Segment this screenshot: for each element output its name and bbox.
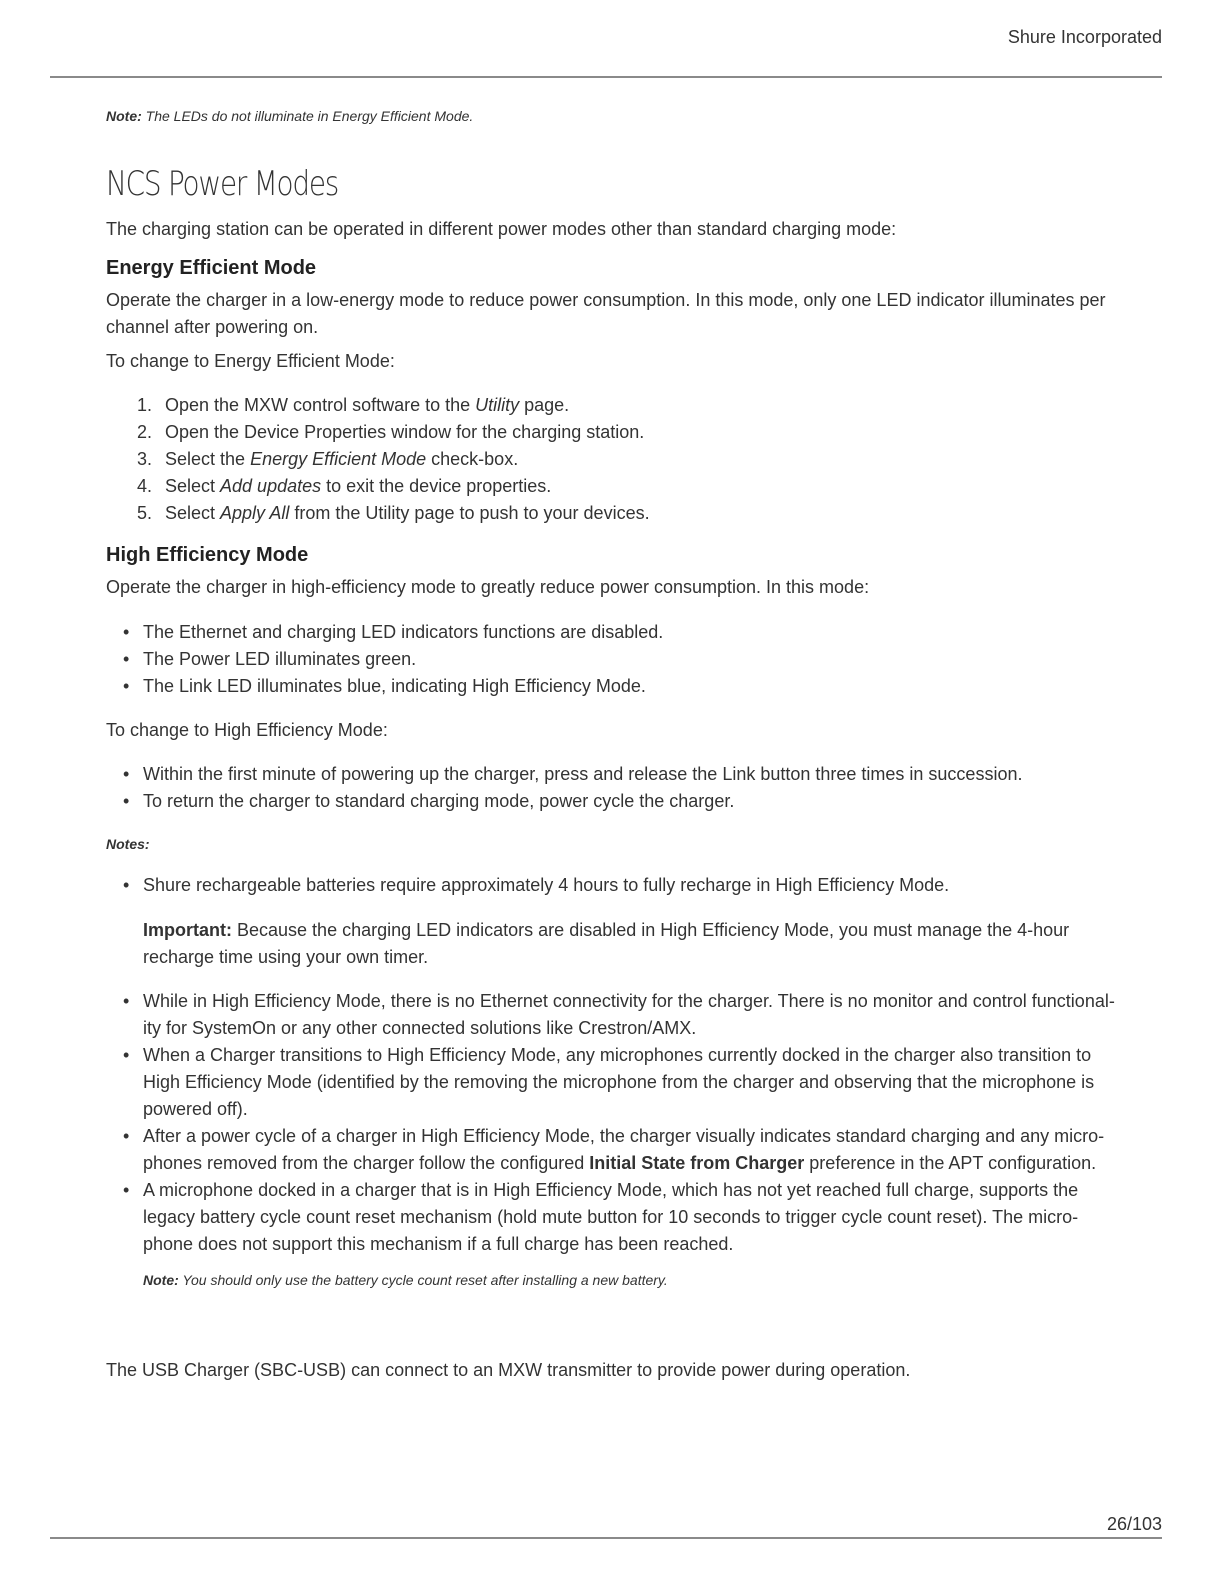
- list-item: [106, 646, 1106, 673]
- list-item-text: The Link LED illuminates blue, indicating High Efficiency Mode.: [143, 676, 646, 696]
- step-text-post: page.: [519, 395, 570, 415]
- important-line1: [143, 917, 1143, 944]
- high-change-list: [106, 761, 1106, 815]
- list-item-line: legacy battery cycle count reset mechanism (hold mute button for 10 seconds to trigger cycle count reset). The micro-: [143, 1207, 1079, 1227]
- energy-heading: Energy Efficient Mode: [106, 257, 317, 279]
- important-label: Important:: [143, 920, 232, 940]
- bullet: •: [123, 1126, 130, 1146]
- list-item-text: phones removed from the charger follow the configured: [143, 1153, 590, 1173]
- step-item: [106, 473, 1106, 500]
- intro-paragraph: The charging station can be operated in different power modes other than standard charging mode:: [106, 219, 897, 239]
- list-item-text: preference in the APT configuration.: [804, 1153, 1097, 1173]
- high-description: Operate the charger in high-efficiency mode to greatly reduce power consumption. In this mode:: [106, 577, 870, 597]
- bullet: •: [123, 791, 130, 811]
- list-item: [106, 1042, 1116, 1123]
- step-item: [106, 419, 1106, 446]
- list-item-text: To return the charger to standard charging mode, power cycle the charger.: [143, 791, 735, 811]
- step-text: Select: [165, 476, 221, 496]
- list-item: [106, 1123, 1116, 1177]
- list-item: [106, 788, 1106, 815]
- list-item-line: phone does not support this mechanism if a full charge has been reached.: [143, 1234, 734, 1254]
- bullet: •: [123, 676, 130, 696]
- bullet: •: [123, 764, 130, 784]
- notes-list-1: [106, 872, 1116, 899]
- notes-list-2: [106, 988, 1116, 1258]
- list-item-line: When a Charger transitions to High Efficiency Mode, any microphones currently docked in the charger also transition to: [143, 1045, 1092, 1065]
- notes-label: Notes:: [106, 836, 150, 852]
- sub-note-label: Note:: [143, 1272, 179, 1288]
- step-item: [106, 392, 1106, 419]
- section-title: NCS Power Modes: [106, 164, 339, 204]
- header-company-name: Shure Incorporated: [1007, 27, 1162, 47]
- list-item-line: [143, 1150, 1116, 1177]
- bullet: •: [123, 875, 130, 895]
- step-number: 2.: [137, 422, 153, 442]
- top-note-text: The LEDs do not illuminate in Energy Efficient Mode.: [141, 108, 474, 124]
- list-item-text: Within the first minute of powering up the charger, press and release the Link button three times in succession.: [143, 764, 1023, 784]
- step-text-post: from the Utility page to push to your devices.: [289, 503, 650, 523]
- step-number: 1.: [137, 395, 153, 415]
- setting-name: Initial State from Charger: [589, 1153, 805, 1173]
- step-number: 3.: [137, 449, 153, 469]
- step-item: [106, 446, 1106, 473]
- high-features-list: [106, 619, 1106, 700]
- step-number: 4.: [137, 476, 153, 496]
- bullet: •: [123, 1180, 130, 1200]
- list-item: [106, 673, 1106, 700]
- list-item-line: After a power cycle of a charger in High Efficiency Mode, the charger visually indicates standard charging and any micro-: [143, 1126, 1105, 1146]
- sub-note: [143, 1272, 668, 1288]
- step-text: Open the Device Properties window for the charging station.: [165, 422, 645, 442]
- high-change-label: To change to High Efficiency Mode:: [106, 720, 388, 740]
- list-item-text: The Ethernet and charging LED indicators functions are disabled.: [143, 622, 664, 642]
- energy-change-label: To change to Energy Efficient Mode:: [106, 351, 395, 371]
- top-note: [106, 108, 473, 124]
- top-note-label: Note:: [106, 108, 142, 124]
- list-item-text: The Power LED illuminates green.: [143, 649, 417, 669]
- step-emphasis: Apply All: [220, 503, 290, 523]
- list-item-line: A microphone docked in a charger that is in High Efficiency Mode, which has not yet reached full charge, supports the: [143, 1180, 1079, 1200]
- header-divider: [50, 76, 1162, 78]
- energy-desc-line1: Operate the charger in a low-energy mode to reduce power consumption. In this mode, only one LED indicator illuminates per: [106, 290, 1106, 310]
- list-item: [106, 761, 1106, 788]
- step-text-post: check-box.: [426, 449, 519, 469]
- list-item: [106, 988, 1116, 1042]
- bullet: •: [123, 649, 130, 669]
- list-item: [106, 872, 1116, 899]
- bullet: •: [123, 991, 130, 1011]
- list-item-line: While in High Efficiency Mode, there is no Ethernet connectivity for the charger. There is no monitor and control functional-: [143, 991, 1115, 1011]
- important-text: Because the charging LED indicators are disabled in High Efficiency Mode, you must manage the 4-hour: [232, 920, 1070, 940]
- list-item-line: powered off).: [143, 1099, 248, 1119]
- important-line2: recharge time using your own timer.: [143, 947, 429, 967]
- step-emphasis: Utility: [475, 395, 520, 415]
- footer-divider: [50, 1537, 1162, 1539]
- list-item-line: ity for SystemOn or any other connected solutions like Crestron/AMX.: [143, 1018, 697, 1038]
- energy-steps-list: [106, 392, 1106, 527]
- bullet: •: [123, 622, 130, 642]
- step-emphasis: Energy Efficient Mode: [250, 449, 427, 469]
- list-item-line: High Efficiency Mode (identified by the removing the microphone from the charger and observing that the microphone is: [143, 1072, 1095, 1092]
- usb-charger-paragraph: The USB Charger (SBC-USB) can connect to an MXW transmitter to provide power during operation.: [106, 1360, 911, 1380]
- step-text: Select: [165, 503, 221, 523]
- sub-note-text: You should only use the battery cycle count reset after installing a new battery.: [178, 1272, 668, 1288]
- step-text: Select the: [165, 449, 251, 469]
- list-item: [106, 619, 1106, 646]
- step-number: 5.: [137, 503, 153, 523]
- step-emphasis: Add updates: [220, 476, 322, 496]
- page-number: 26/103: [1106, 1514, 1162, 1534]
- high-heading: High Efficiency Mode: [106, 544, 309, 566]
- bullet: •: [123, 1045, 130, 1065]
- step-item: [106, 500, 1106, 527]
- list-item: [106, 1177, 1116, 1258]
- energy-desc-line2: channel after powering on.: [106, 317, 319, 337]
- important-block: [106, 917, 1143, 971]
- energy-description: [106, 287, 1106, 341]
- step-text-post: to exit the device properties.: [321, 476, 552, 496]
- step-text: Open the MXW control software to the: [165, 395, 476, 415]
- list-item-text: Shure rechargeable batteries require approximately 4 hours to fully recharge in High Efficiency Mode.: [143, 875, 950, 895]
